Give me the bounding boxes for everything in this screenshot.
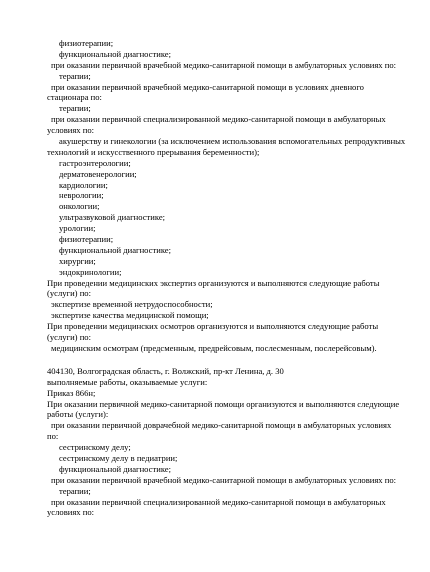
text-line: при оказании первичной специализированной медико-санитарной помощи в амбулаторных (51, 496, 386, 507)
text-line: по: (47, 431, 59, 442)
text-line: хирургии; (59, 255, 96, 266)
text-line: при оказании первичной доврачебной медико-санитарной помощи в амбулаторных условиях (51, 420, 392, 431)
text-line: при оказании первичной специализированной медико-санитарной помощи в амбулаторных (51, 114, 386, 125)
text-line: при оказании первичной врачебной медико-санитарной помощи в амбулаторных условиях по: (51, 59, 397, 70)
text-line: При оказании первичной медико-санитарной помощи организуются и выполняются следующие (47, 398, 400, 409)
text-line: терапии; (59, 103, 91, 114)
text-line: онкологии; (59, 201, 100, 212)
document-body (0, 38, 430, 518)
text-line: физиотерапии; (59, 38, 114, 48)
text-line: экспертизе качества медицинской помощи; (51, 310, 209, 321)
text-line: акушерству и гинекологии (за исключением использования вспомогательных репродуктивных (59, 136, 406, 147)
text-line: кардиологии; (59, 179, 108, 190)
text-line: гастроэнтерологии; (59, 157, 131, 168)
text-line: стационара по: (47, 92, 102, 103)
text-line: При проведении медицинских осмотров организуются и выполняются следующие работы (47, 321, 379, 332)
text-line: ультразвуковой диагностике; (59, 212, 166, 223)
text-line: терапии; (59, 70, 91, 81)
text-line: условиях по: (47, 125, 95, 136)
text-line: эндокринологии; (59, 266, 122, 277)
text-line: выполняемые работы, оказываемые услуги: (47, 376, 208, 387)
text-line: физиотерапии; (59, 234, 114, 245)
text-line: при оказании первичной врачебной медико-санитарной помощи в амбулаторных условиях по: (51, 474, 397, 485)
text-line: при оказании первичной врачебной медико-санитарной помощи в условиях дневного (51, 81, 364, 92)
text-line: 404130, Волгоградская область, г. Волжский, пр-кт Ленина, д. 30 (47, 365, 284, 376)
text-line: урологии; (59, 223, 96, 234)
text-line: работы (услуги): (47, 409, 109, 420)
text-line: медицинским осмотрам (предсменным, предрейсовым, послесменным, послерейсовым). (51, 342, 377, 353)
text-line: технологий и искусственного прерывания беременности); (47, 146, 260, 157)
text-line: дерматовенерологии; (59, 168, 137, 179)
text-line: функциональной диагностике; (59, 48, 172, 59)
text-line: функциональной диагностике; (59, 244, 172, 255)
text-line: (услуги) по: (47, 332, 91, 343)
text-line: терапии; (59, 485, 91, 496)
text-line: экспертизе временной нетрудоспособности; (51, 299, 213, 310)
text-line: сестринскому делу; (59, 442, 131, 453)
text-line: При проведении медицинских экспертиз организуются и выполняются следующие работы (47, 277, 380, 288)
text-line: Приказ 866н; (47, 387, 96, 398)
text-line: условиях по: (47, 507, 95, 518)
text-line: неврологии; (59, 190, 104, 201)
text-line: сестринскому делу в педиатрии; (59, 452, 178, 463)
text-line: (услуги) по: (47, 288, 91, 299)
paragraph-gap (0, 354, 430, 366)
text-line: функциональной диагностике; (59, 463, 172, 474)
